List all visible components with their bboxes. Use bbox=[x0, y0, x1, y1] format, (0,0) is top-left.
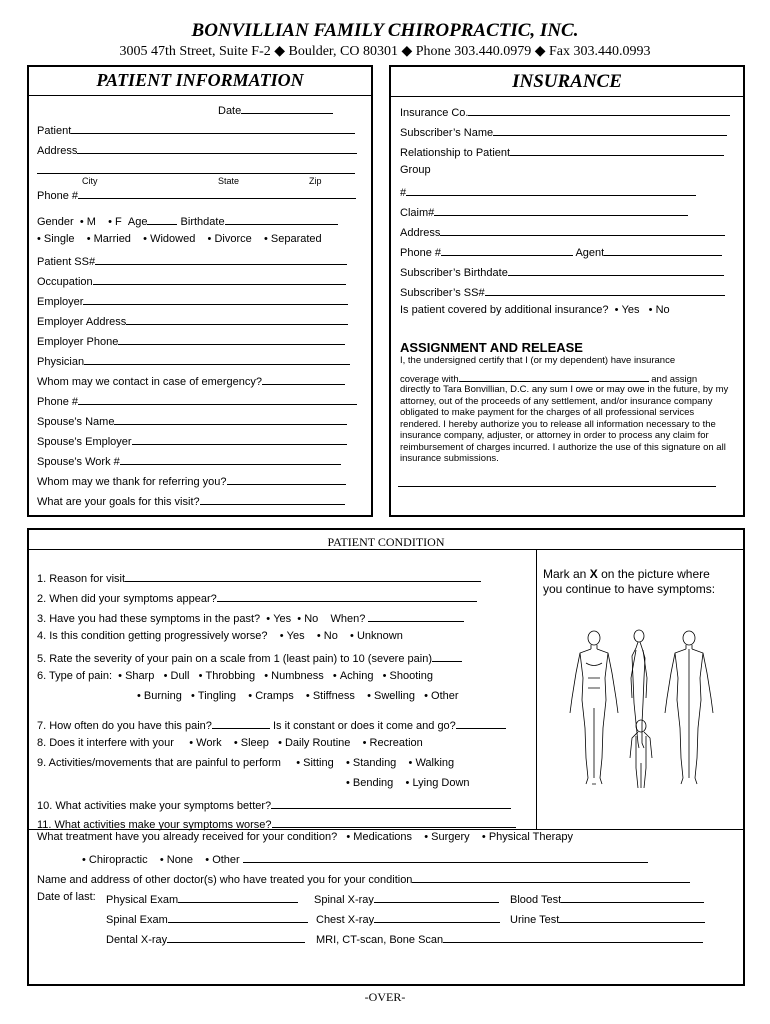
assignment-heading: ASSIGNMENT AND RELEASE bbox=[400, 340, 583, 355]
over-label: -OVER- bbox=[364, 990, 406, 1004]
spinal-exam-field[interactable]: Spinal Exam bbox=[106, 911, 308, 926]
q3-no-option[interactable]: No bbox=[304, 613, 319, 625]
patient-info-heading: PATIENT INFORMATION bbox=[96, 70, 304, 90]
insurance-phone-input[interactable] bbox=[441, 244, 573, 256]
phone-label: Phone # bbox=[37, 190, 78, 202]
insurance-heading: INSURANCE bbox=[512, 71, 622, 92]
patient-name-field[interactable] bbox=[37, 122, 355, 137]
child-body-figure[interactable] bbox=[630, 720, 652, 788]
zip-label: Zip bbox=[309, 176, 322, 186]
emergency-phone-field[interactable]: Phone # bbox=[37, 393, 357, 408]
treatment-physical-therapy-option[interactable]: Physical Therapy bbox=[488, 831, 573, 843]
employer-field[interactable]: Employer bbox=[37, 293, 348, 308]
q3-when-input[interactable] bbox=[368, 610, 464, 622]
treatment-medications-option[interactable]: Medications bbox=[353, 831, 412, 843]
interfere-sleep-option[interactable]: Sleep bbox=[240, 737, 269, 749]
patient-name-label: Patient bbox=[37, 125, 72, 137]
physical-exam-field[interactable]: Physical Exam bbox=[106, 891, 298, 906]
q7-constant-input[interactable] bbox=[456, 717, 506, 729]
activity-sitting-option[interactable]: Sitting bbox=[303, 757, 334, 769]
gender-row: Gender • M • F Age Birthdate bbox=[37, 213, 338, 228]
clinic-address: 3005 47th Street, Suite F-2 ◆ Boulder, CO 80301 ◆ Phone 303.440.0979 ◆ Fax 303.440.0993 bbox=[119, 44, 651, 59]
condition-column-divider bbox=[536, 549, 537, 829]
insurance-phone-agent-row: Phone # Agent bbox=[400, 244, 722, 259]
occupation-field[interactable]: Occupation bbox=[37, 273, 346, 288]
q4-row: 4. Is this condition getting progressively worse? • Yes • No • Unknown bbox=[37, 630, 403, 642]
married-option[interactable]: Married bbox=[93, 233, 131, 245]
coverage-with-input[interactable] bbox=[459, 372, 649, 382]
insurance-address-field[interactable]: Address bbox=[400, 224, 725, 239]
pain-aching-option[interactable]: Aching bbox=[339, 670, 374, 682]
q8-row: 8. Does it interfere with your • Work • Sleep • Daily Routine • Recreation bbox=[37, 737, 423, 749]
q4-yes-option[interactable]: Yes bbox=[286, 630, 305, 642]
widowed-option[interactable]: Widowed bbox=[150, 233, 196, 245]
marital-status-row: • Single • Married • Widowed • Divorce • Separated bbox=[37, 233, 322, 245]
date-label: Date bbox=[218, 105, 242, 117]
treatment-row-2: • Chiropractic • None • Other bbox=[82, 851, 648, 866]
patient-heading-divider bbox=[29, 95, 371, 96]
address-field[interactable] bbox=[37, 142, 357, 157]
mark-instruction-line1: Mark an X on the picture where bbox=[543, 567, 710, 581]
back-body-figure[interactable] bbox=[665, 631, 713, 784]
dental-xray-field[interactable]: Dental X-ray bbox=[106, 931, 305, 946]
phone-field[interactable] bbox=[37, 187, 356, 202]
divorce-option[interactable]: Divorce bbox=[214, 233, 252, 245]
activity-walking-option[interactable]: Walking bbox=[415, 757, 455, 769]
agent-input[interactable] bbox=[604, 244, 722, 256]
q6-row-2: • Burning • Tingling • Cramps • Stiffness • Swelling • Other bbox=[137, 690, 459, 702]
relationship-field[interactable]: Relationship to Patient bbox=[400, 144, 724, 159]
pain-throbbing-option[interactable]: Throbbing bbox=[205, 670, 256, 682]
birthdate-input[interactable] bbox=[225, 213, 338, 225]
front-body-figure[interactable] bbox=[570, 631, 618, 784]
patient-ss-field[interactable]: Patient SS# bbox=[37, 253, 347, 268]
group-label: Group bbox=[400, 164, 431, 176]
activity-bending-option[interactable]: Bending bbox=[352, 777, 394, 789]
subscriber-birthdate-field[interactable]: Subscriber’s Birthdate bbox=[400, 264, 724, 279]
city-label: City bbox=[82, 176, 98, 186]
address-line-2[interactable] bbox=[37, 173, 355, 174]
mark-x: X bbox=[589, 567, 598, 581]
age-input[interactable] bbox=[147, 213, 177, 225]
address-label: Address bbox=[37, 145, 78, 157]
q9-row: 9. Activities/movements that are painful to perform • Sitting • Standing • Walking bbox=[37, 757, 455, 769]
spouse-work-field[interactable]: Spouse’s Work # bbox=[37, 453, 341, 468]
insurance-company-field[interactable]: Insurance Co. bbox=[400, 104, 730, 119]
additional-insurance-row: Is patient covered by additional insurance? • Yes • No bbox=[400, 304, 670, 316]
treatment-other-option[interactable]: Other bbox=[212, 854, 240, 866]
interfere-recreation-option[interactable]: Recreation bbox=[369, 737, 423, 749]
state-label: State bbox=[218, 176, 240, 186]
activity-lying-down-option[interactable]: Lying Down bbox=[412, 777, 470, 789]
spinal-xray-field[interactable]: Spinal X-ray bbox=[314, 891, 499, 906]
insurance-heading-divider bbox=[391, 96, 743, 97]
other-doctors-field[interactable]: Name and address of other doctor(s) who have treated you for your condition bbox=[37, 871, 690, 886]
gender-m-option[interactable]: M bbox=[86, 216, 96, 228]
urine-test-field[interactable]: Urine Test bbox=[510, 911, 705, 926]
pain-burning-option[interactable]: Burning bbox=[143, 690, 182, 702]
treatment-other-input[interactable] bbox=[243, 851, 648, 863]
q5-field[interactable]: 5. Rate the severity of your pain on a scale from 1 (least pain) to 10 (severe pain) bbox=[37, 650, 462, 665]
pain-shooting-option[interactable]: Shooting bbox=[389, 670, 433, 682]
q3-row: 3. Have you had these symptoms in the past? • Yes • No When? bbox=[37, 610, 464, 625]
q7-row: 7. How often do you have this pain? Is it constant or does it come and go? bbox=[37, 717, 506, 732]
interfere-work-option[interactable]: Work bbox=[196, 737, 222, 749]
interfere-daily-routine-option[interactable]: Daily Routine bbox=[284, 737, 351, 749]
group-number-field[interactable]: # bbox=[400, 184, 696, 199]
single-option[interactable]: Single bbox=[43, 233, 75, 245]
gender-f-option[interactable]: F bbox=[115, 216, 122, 228]
condition-heading: PATIENT CONDITION bbox=[327, 535, 445, 549]
spouse-name-field[interactable]: Spouse’s Name bbox=[37, 413, 347, 428]
subscriber-ss-field[interactable]: Subscriber’s SS# bbox=[400, 284, 725, 299]
date-of-last-label: Date of last: bbox=[37, 891, 96, 903]
physician-field[interactable]: Physician bbox=[37, 353, 350, 368]
q2-field[interactable]: 2. When did your symptoms appear? bbox=[37, 590, 477, 605]
employer-address-field[interactable]: Employer Address bbox=[37, 313, 348, 328]
claim-field[interactable]: Claim# bbox=[400, 204, 688, 219]
treatment-surgery-option[interactable]: Surgery bbox=[431, 831, 470, 843]
signature-line[interactable] bbox=[398, 486, 716, 487]
referring-field[interactable]: Whom may we thank for referring you? bbox=[37, 473, 346, 488]
q3-yes-option[interactable]: Yes bbox=[273, 613, 292, 625]
additional-yes-option[interactable]: Yes bbox=[621, 304, 640, 316]
pain-dull-option[interactable]: Dull bbox=[170, 670, 190, 682]
q4-no-option[interactable]: No bbox=[323, 630, 338, 642]
pain-cramps-option[interactable]: Cramps bbox=[255, 690, 294, 702]
spouse-employer-field[interactable]: Spouse’s Employer bbox=[37, 433, 347, 448]
clinic-title: BONVILLIAN FAMILY CHIROPRACTIC, INC. bbox=[191, 20, 579, 41]
q10-field[interactable]: 10. What activities make your symptoms better? bbox=[37, 797, 511, 812]
pain-stiffness-option[interactable]: Stiffness bbox=[312, 690, 355, 702]
chest-xray-field[interactable]: Chest X-ray bbox=[316, 911, 500, 926]
activity-standing-option[interactable]: Standing bbox=[352, 757, 397, 769]
pain-numbness-option[interactable]: Numbness bbox=[271, 670, 324, 682]
goals-field[interactable]: What are your goals for this visit? bbox=[37, 493, 345, 508]
employer-phone-field[interactable]: Employer Phone bbox=[37, 333, 345, 348]
date-field[interactable] bbox=[218, 102, 333, 117]
blood-test-field[interactable]: Blood Test bbox=[510, 891, 704, 906]
treatment-none-option[interactable]: None bbox=[166, 854, 194, 866]
q6-row: 6. Type of pain: • Sharp • Dull • Throbbing • Numbness • Aching • Shooting bbox=[37, 670, 433, 682]
additional-no-option[interactable]: No bbox=[655, 304, 670, 316]
assignment-body: directly to Tara Bonvillian, D.C. any sum I owe or may owe in the future, by my attorney, out of the proceeds of any settlement, and/or insurance company obligated to make payment for the charges of all professional services rendered. I hereby authorize you to release all information necessary to the insurance company, adjuster, or attorney in order to process any claim for reimbursement of charges incurred. I authorize the use of this signature on all insurance submissions. bbox=[400, 384, 729, 464]
condition-heading-divider bbox=[29, 549, 745, 550]
treatment-row: What treatment have you already received for your condition? • Medications • Surgery • Physical Therapy bbox=[37, 831, 573, 843]
pain-swelling-option[interactable]: Swelling bbox=[373, 690, 415, 702]
q1-field[interactable]: 1. Reason for visit bbox=[37, 570, 481, 585]
mark-instruction-line2: you continue to have symptoms: bbox=[543, 582, 716, 596]
pain-sharp-option[interactable]: Sharp bbox=[125, 670, 155, 682]
pain-other-option[interactable]: Other bbox=[431, 690, 459, 702]
subscriber-name-field[interactable]: Subscriber’s Name bbox=[400, 124, 727, 139]
q9-row-2: • Bending • Lying Down bbox=[346, 777, 470, 789]
assignment-line1: I, the undersigned certify that I (or my dependent) have insurance bbox=[400, 355, 676, 366]
separated-option[interactable]: Separated bbox=[270, 233, 322, 245]
emergency-contact-field[interactable]: Whom may we contact in case of emergency? bbox=[37, 373, 345, 388]
assignment-line2: coverage with and assign bbox=[400, 374, 698, 385]
pain-tingling-option[interactable]: Tingling bbox=[197, 690, 237, 702]
mri-field[interactable]: MRI, CT-scan, Bone Scan bbox=[316, 931, 703, 946]
q4-unknown-option[interactable]: Unknown bbox=[356, 630, 403, 642]
treatment-chiropractic-option[interactable]: Chiropractic bbox=[88, 854, 148, 866]
q11-field[interactable]: 11. What activities make your symptoms worse? bbox=[37, 816, 516, 831]
body-chart-image[interactable] bbox=[566, 628, 736, 818]
q7-frequency-input[interactable] bbox=[212, 717, 270, 729]
